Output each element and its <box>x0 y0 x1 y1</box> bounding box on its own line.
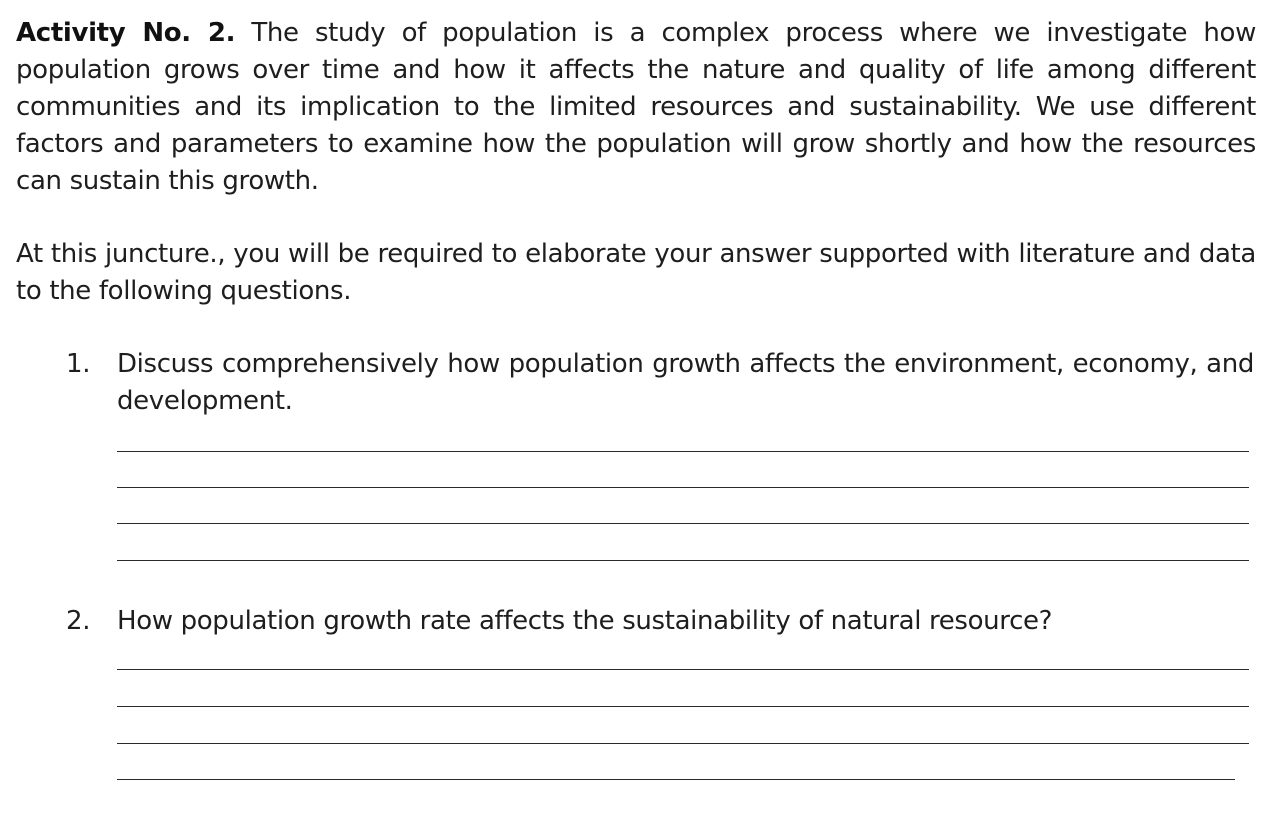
answer-line-q1-2[interactable] <box>117 487 1249 488</box>
answer-line-q1-1[interactable] <box>117 451 1249 452</box>
answer-line-q1-3[interactable] <box>117 523 1249 524</box>
question-2-text: How population growth rate affects the sustainability of natural resource? <box>117 606 1053 636</box>
answer-line-q2-3[interactable] <box>117 743 1249 744</box>
activity-title: Activity No. 2. <box>16 18 236 48</box>
question-2-number: 2. <box>66 606 91 636</box>
activity-intro-paragraph <box>16 15 1256 200</box>
answer-line-q2-2[interactable] <box>117 706 1249 707</box>
question-1-number: 1. <box>66 349 91 379</box>
instructions-paragraph: At this juncture., you will be required to elaborate your answer supported with literature and data to the following questions. <box>16 239 1256 306</box>
activity-intro-text: The study of population is a complex process where we investigate how population grows over time and how it affects the nature and quality of life among different communities and its implication to the limited resources and sustainability. We use different factors and parameters to examine how the population will grow shortly and how the resources can sustain this growth. <box>16 18 1257 196</box>
question-1-text: Discuss comprehensively how population growth affects the environment, economy, and development. <box>117 349 1254 416</box>
answer-line-q2-4[interactable] <box>117 779 1235 780</box>
answer-line-q1-4[interactable] <box>117 560 1249 561</box>
answer-line-q2-1[interactable] <box>117 669 1249 670</box>
